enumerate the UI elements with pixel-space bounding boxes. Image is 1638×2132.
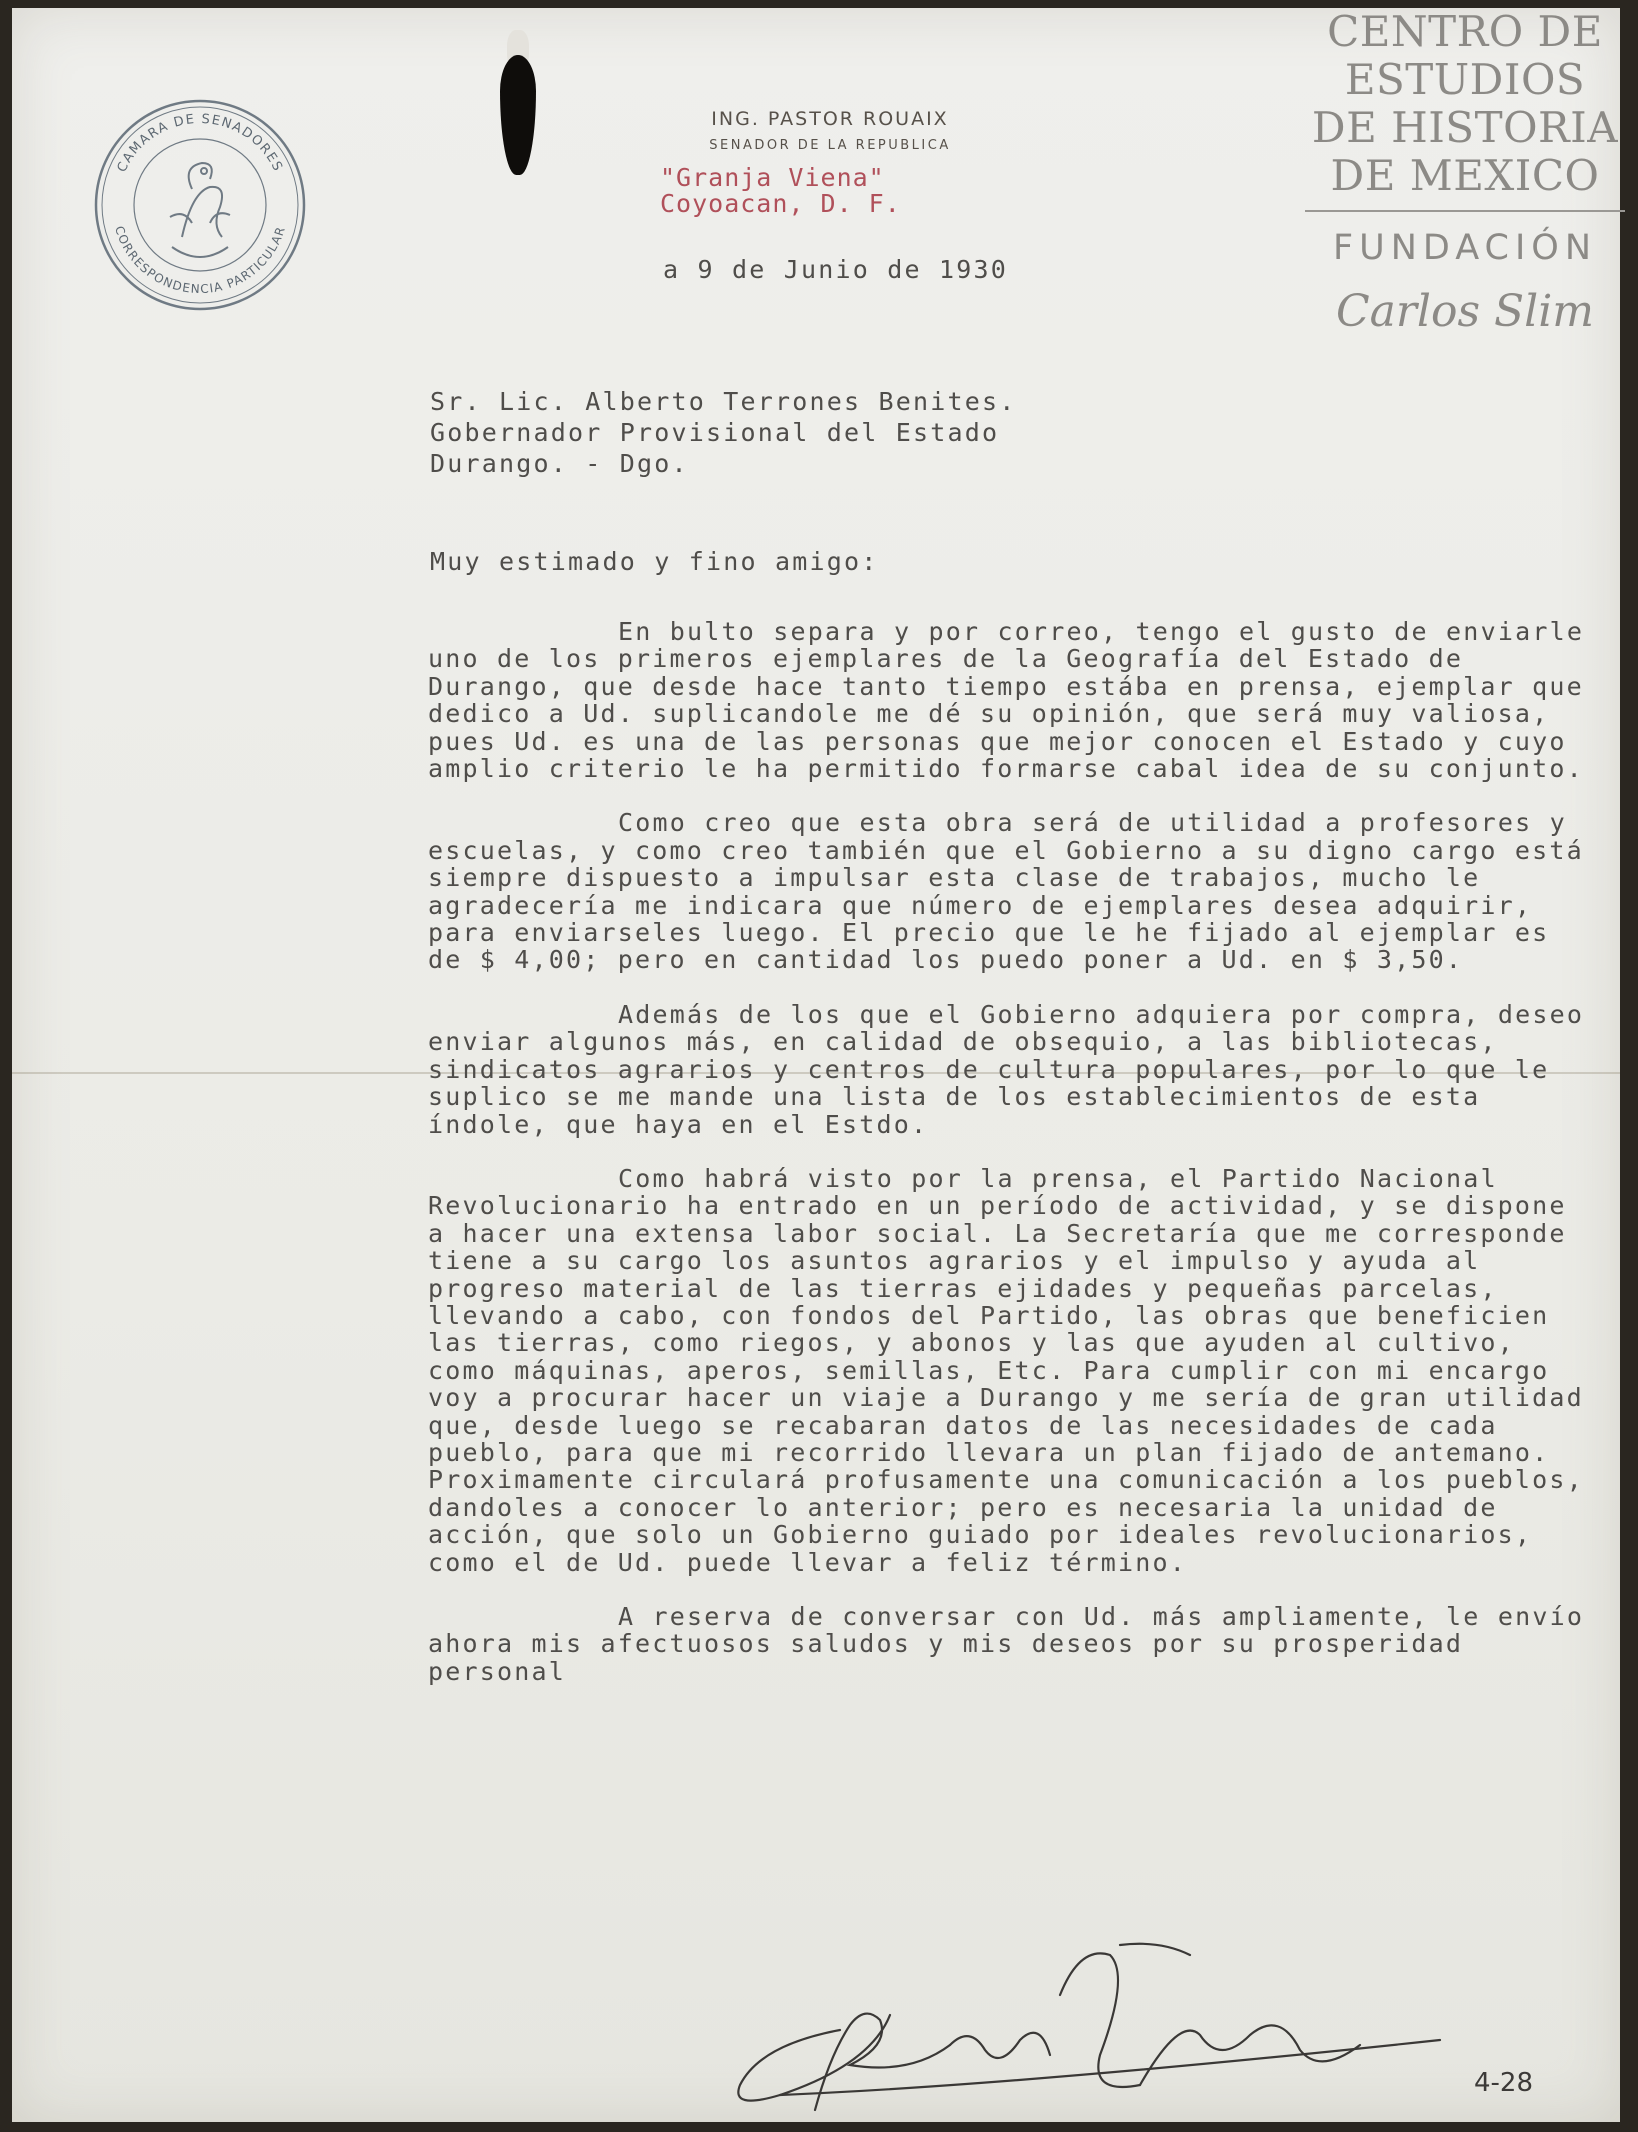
watermark-line: CENTRO DE — [1327, 7, 1603, 56]
letterhead-address — [660, 165, 980, 217]
letterhead — [620, 108, 1040, 153]
addressee-line: Sr. Lic. Alberto Terrones Benites. — [430, 387, 1017, 416]
watermark-line: DE MEXICO — [1330, 151, 1600, 200]
body-paragraph: Además de los que el Gobierno adquiera por compra, deseo enviar algunos más, en calidad de obsequio, a las bibliotecas, sindicatos agrarios y centros de cultura populares, por lo que le suplico se me mande una lista de los establecimientos de esta índole, que haya en el Estdo. — [428, 999, 1585, 1139]
letterhead-title: SENADOR DE LA REPUBLICA — [709, 138, 951, 153]
letter-date: a 9 de Junio de 1930 — [663, 255, 1009, 284]
seal-ring-bottom-text: CORRESPONDENCIA PARTICULAR — [111, 224, 289, 297]
letterhead-address-line2: Coyoacan, D. F. — [660, 189, 901, 218]
letterhead-name: ING. PASTOR ROUAIX — [711, 108, 949, 130]
file-number: 4-28 — [1474, 2068, 1534, 2098]
seal-ring-top-text: CAMARA DE SENADORES — [114, 111, 286, 175]
body-paragraph: Como habrá visto por la prensa, el Partido Nacional Revolucionario ha entrado en un período de actividad, y se dispone a hacer una extensa labor social. La Secretaría que me corresponde tiene a su cargo los asuntos agrarios y el impulso y ayuda al progreso material de las tierras ejidades y pequeñas parcelas, llevando a cabo, con fondos del Partido, las obras que beneficien las tierras, como riegos, y abonos y las que ayuden al cultivo, como máquinas, aperos, semillas, Etc. Para cumplir con mi encargo voy a procurar hacer un viaje a Durango y me sería de gran utilidad que, desde luego se recabaran datos de las necesidades de cada pueblo, para que mi recorrido llevara un plan fijado de antemano. Proximamente circulará profusamente una comunicación a los pueblos, dandoles a conocer lo anterior; pero es necesaria la unidad de acción, que solo un Gobierno guiado por ideales revolucionarios, como el de Ud. puede llevar a feliz término. — [428, 1163, 1584, 1577]
letterhead-address-line1: "Granja Viena" — [660, 163, 885, 192]
addressee-line: Gobernador Provisional del Estado — [430, 418, 1000, 447]
body-paragraph: En bulto separa y por correo, tengo el gusto de enviarle uno de los primeros ejemplares de la Geografía del Estado de Durango, que desde hace tanto tiempo estába en prensa, ejemplar que dedico a Ud. suplicandole me dé su opinión, que será muy valiosa, pues Ud. es una de las personas que mejor conocen el Estado y cuyo amplio criterio le ha permitido formarse cabal idea de su conjunto. — [428, 617, 1585, 784]
archive-watermark — [1305, 8, 1625, 346]
watermark-divider — [1305, 210, 1625, 212]
svg-text:Carlos Slim: Carlos Slim — [1335, 286, 1595, 337]
letter-body — [428, 618, 1598, 1712]
addressee-block — [430, 386, 1017, 479]
addressee-line: Durango. - Dgo. — [430, 449, 689, 478]
signature-text: Pastor Rouaix — [720, 1935, 726, 1936]
body-paragraph: A reserva de conversar con Ud. más ampliamente, le envío ahora mis afectuosos saludos y mis deseos por su prosperidad personal — [428, 1602, 1585, 1686]
eagle-emblem-icon — [170, 163, 230, 257]
watermark-signature — [1315, 276, 1615, 346]
watermark-line: DE HISTORIA — [1311, 103, 1619, 152]
svg-text:CORRESPONDENCIA PARTICULAR — [112, 224, 288, 296]
handwritten-signature — [720, 1935, 1480, 2125]
salutation: Muy estimado y fino amigo: — [430, 547, 879, 576]
senate-seal — [92, 97, 308, 313]
watermark-line: ESTUDIOS — [1344, 55, 1586, 104]
body-paragraph: Como creo que esta obra será de utilidad a profesores y escuelas, y como creo también que el Gobierno a su digno cargo está siempre dispuesto a impulsar esta clase de trabajos, mucho le agradecería me indicara que número de ejemplares desea adquirir, para enviarseles luego. El precio que le he fijado al ejemplar es de $ 4,00; pero en cantidad los puedo poner a Ud. en $ 3,50. — [428, 808, 1584, 975]
watermark-foundation: FUNDACIÓN — [1332, 228, 1598, 268]
